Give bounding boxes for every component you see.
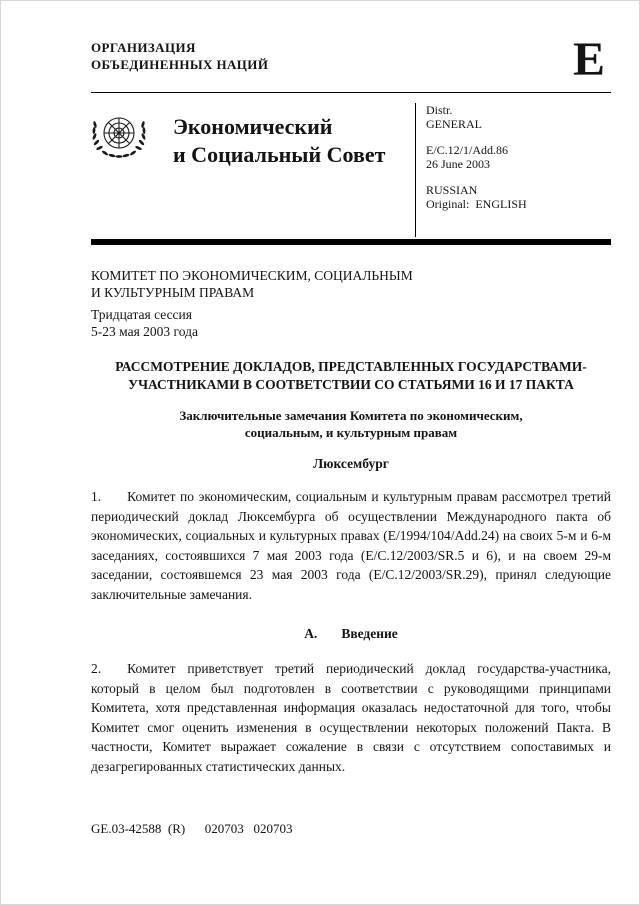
document-subtitle xyxy=(91,408,611,441)
committee-name-line2: И КУЛЬТУРНЫМ ПРАВАМ xyxy=(91,285,255,300)
document-title-line2: УЧАСТНИКАМИ В СООТВЕТСТВИИ СО СТАТЬЯМИ 16 И 17 ПАКТА xyxy=(128,376,574,392)
paragraph-1 xyxy=(91,487,611,604)
distr-label: Distr. xyxy=(426,103,453,117)
section-a-label: Введение xyxy=(341,626,398,641)
document-subtitle-line1: Заключительные замечания Комитета по экономическим, xyxy=(179,408,523,423)
document-subtitle-line2: социальным, и культурным правам xyxy=(244,424,458,440)
document-body xyxy=(1,245,639,776)
council-title-line1: Экономический xyxy=(173,114,333,139)
paragraph-1-number: 1. xyxy=(91,489,102,504)
country-heading: Люксембург xyxy=(313,456,389,471)
paragraph-2-text: Комитет приветствует третий периодический доклад государства-участника, который в целом был подготовлен в соответствии с руководящими принципами Комитета, хотя представленная информация оказалась недостаточной для того, чтобы Комитет смог оценить изменения в осуществлении некоторых положений Пакта. В частности, Комитет выражает сожаление в связи с отсутствием сопоставимых и дезагрегированных статистических данных. xyxy=(91,661,611,774)
masthead xyxy=(91,93,611,239)
doc-date: 26 June 2003 xyxy=(426,157,490,171)
committee-name-line1: КОМИТЕТ ПО ЭКОНОМИЧЕСКИМ, СОЦИАЛЬНЫМ xyxy=(91,268,413,283)
doc-original-language: Original: ENGLISH xyxy=(426,197,527,211)
session-dates: 5-23 мая 2003 года xyxy=(91,324,198,339)
document-header xyxy=(1,1,639,86)
document-title xyxy=(91,358,611,393)
paragraph-2 xyxy=(91,659,611,776)
distribution-block xyxy=(415,103,611,237)
document-title-line1: РАССМОТРЕНИЕ ДОКЛАДОВ, ПРЕДСТАВЛЕННЫХ ГОСУДАРСТВАМИ- xyxy=(115,359,587,374)
paragraph-1-text: Комитет по экономическим, социальным и культурным правам рассмотрел третий периодический доклад Люксембурга об осуществлении Международного пакта об экономических, социальных и культурных правах (E/1994/104/Add.24) на своих 5-м и 6-м заседаниях, состоявшихся 7 мая 2003 года (E/C.12/2003/SR.5 и 6), и на своем 29-м заседании, состоявшемся 23 мая 2003 года (E/C.12/2003/SR.29), принял следующие заключительные замечания. xyxy=(91,489,611,602)
section-a-number: А. xyxy=(304,626,318,641)
session-info xyxy=(91,306,611,340)
org-name-line2: ОБЪЕДИНЕННЫХ НАЦИЙ xyxy=(91,57,269,72)
document-series-letter: E xyxy=(572,33,605,86)
document-footer-reference: GE.03-42588 (R) 020703 020703 xyxy=(91,821,293,836)
org-name-line1: ОРГАНИЗАЦИЯ xyxy=(91,40,196,55)
section-a-heading xyxy=(91,625,611,642)
doc-language: RUSSIAN xyxy=(426,183,478,197)
spacer xyxy=(426,171,611,183)
session-number: Тридцатая сессия xyxy=(91,307,192,322)
org-name xyxy=(91,39,268,73)
spacer xyxy=(426,131,611,143)
un-emblem-icon xyxy=(91,107,147,165)
doc-symbol: E/C.12/1/Add.86 xyxy=(426,143,509,157)
council-title-line2: и Социальный Совет xyxy=(173,142,386,167)
paragraph-2-number: 2. xyxy=(91,661,102,676)
committee-name xyxy=(91,267,611,301)
distr-value: GENERAL xyxy=(426,117,482,131)
council-title xyxy=(173,105,385,169)
